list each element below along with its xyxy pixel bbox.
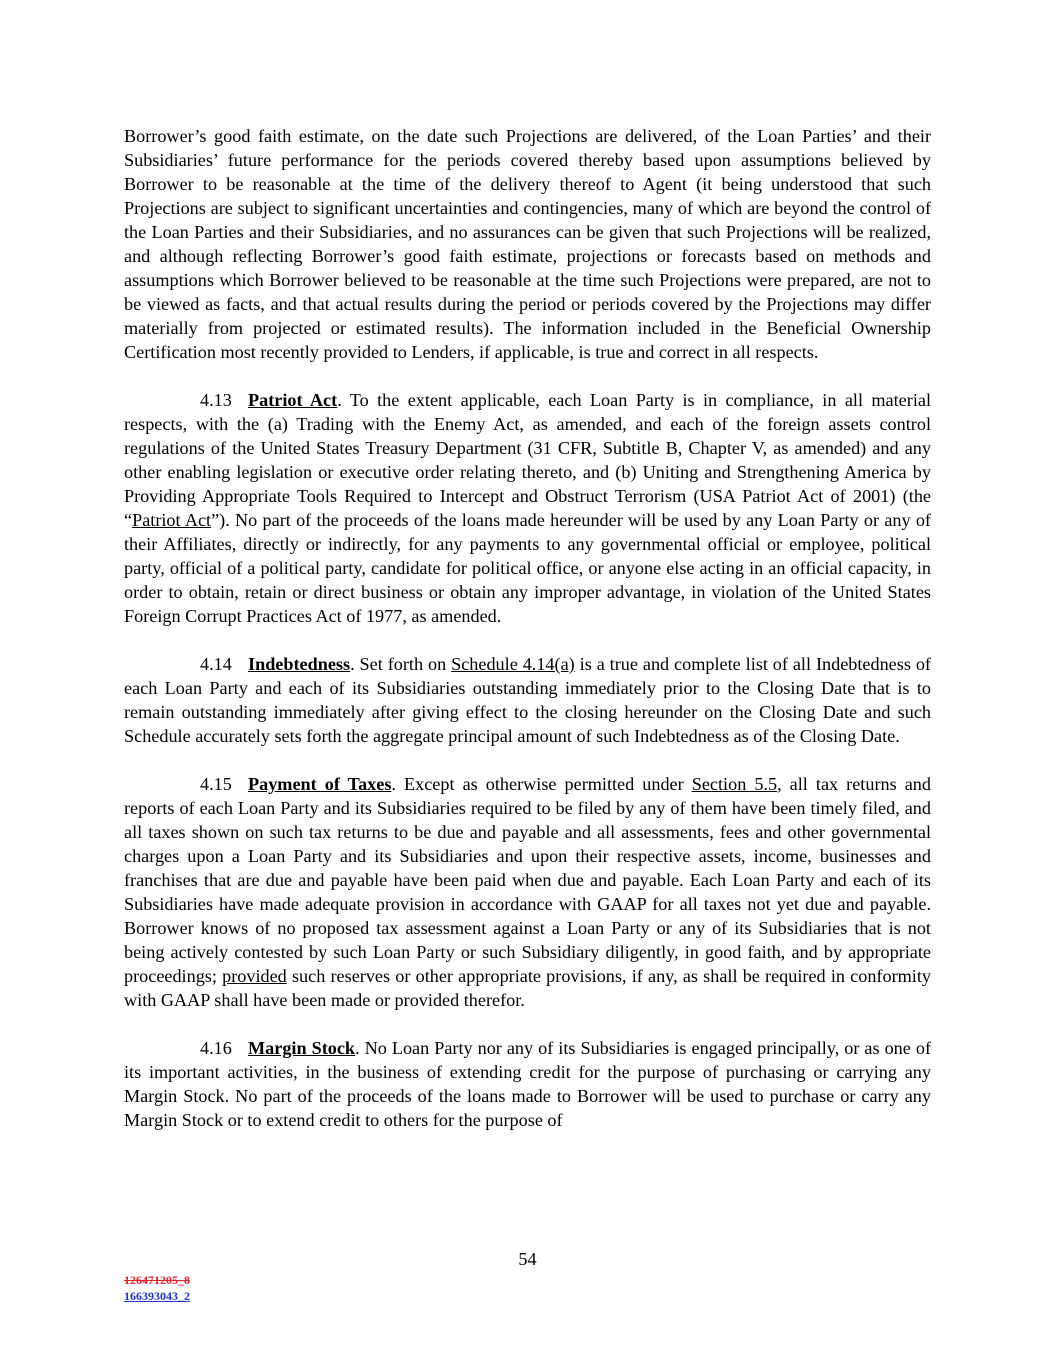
- page-number: 54: [518, 1249, 537, 1269]
- proviso-term: provided: [222, 966, 287, 986]
- section-4-15: [124, 772, 931, 1012]
- section-heading: Indebtedness: [248, 654, 351, 674]
- section-text: ”). No part of the proceeds of the loans made hereunder will be used by any Loan Party or any of their Affiliates, directly or indirectly, for any payments to any governmental official or employee, political party, official of a political party, candidate for political office, or anyone else acting in an official capacity, in order to obtain, retain or direct business or obtain any improper advantage, in violation of the United States Foreign Corrupt Practices Act of 1977, as amended.: [124, 510, 931, 626]
- section-number: 4.15: [200, 774, 232, 794]
- section-4-13: [124, 388, 931, 628]
- deleted-doc-number: 126471205_8: [124, 1273, 190, 1287]
- defined-term: Patriot Act: [132, 510, 212, 530]
- section-text: . Except as otherwise permitted under: [391, 774, 692, 794]
- section-number: 4.13: [200, 390, 232, 410]
- schedule-reference: Schedule 4.14(a): [451, 654, 575, 674]
- section-number: 4.16: [200, 1038, 232, 1058]
- section-4-16: [124, 1036, 931, 1132]
- section-text: is a true and complete list of all Indebtedness of each Loan Party and each of its Subsidiaries outstanding immediately prior to the Closing Date that is to remain outstanding immediately after giving effect to the closing hereunder on the Closing Date and such Schedule accurately sets forth the aggregate principal amount of such Indebtedness as of the Closing Date.: [124, 654, 931, 746]
- section-text: . Set forth on: [350, 654, 452, 674]
- section-reference: Section 5.5: [691, 774, 778, 794]
- section-heading: Margin Stock: [248, 1038, 356, 1058]
- section-text: such reserves or other appropriate provisions, if any, as shall be required in conformity with GAAP shall have been made or provided therefor.: [124, 966, 931, 1010]
- section-text: . To the extent applicable, each Loan Party is in compliance, in all material respects, with the (a) Trading with the Enemy Act, as amended, and each of the foreign assets control regulations of the United States Treasury Department (31 CFR, Subtitle B, Chapter V, as amended) and any other enabling legislation or executive order relating thereto, and (b) Uniting and Strengthening America by Providing Appropriate Tools Required to Intercept and Obstruct Terrorism (USA Patriot Act of 2001) (the “: [124, 390, 931, 530]
- section-4-14: [124, 652, 931, 748]
- document-page: [124, 124, 931, 1132]
- inserted-doc-number: 166393043_2: [124, 1289, 190, 1303]
- section-heading: Payment of Taxes: [248, 774, 392, 794]
- paragraph-projections: [124, 124, 931, 364]
- section-text: , all tax returns and reports of each Loan Party and its Subsidiaries required to be filed by any of them have been timely filed, and all taxes shown on such tax returns to be due and payable and all assessments, fees and other governmental charges upon a Loan Party and its Subsidiaries and upon their respective assets, income, businesses and franchises that are due and payable have been paid when due and payable. Each Loan Party and each of its Subsidiaries have made adequate provision in accordance with GAAP for all taxes not yet due and payable. Borrower knows of no proposed tax assessment against a Loan Party or any of its Subsidiaries that is not being actively contested by such Loan Party or such Subsidiary diligently, in good faith, and by appropriate proceedings;: [124, 774, 931, 986]
- paragraph-text: Borrower’s good faith estimate, on the date such Projections are delivered, of the Loan Parties’ and their Subsidiaries’ future performance for the periods covered thereby based upon assumptions believed by Borrower to be reasonable at the time of the delivery thereof to Agent (it being understood that such Projections are subject to significant uncertainties and contingencies, many of which are beyond the control of the Loan Parties and their Subsidiaries, and no assurances can be given that such Projections will be realized, and although reflecting Borrower’s good faith estimate, projections or forecasts based on methods and assumptions which Borrower believed to be reasonable at the time such Projections were prepared, are not to be viewed as facts, and that actual results during the period or periods covered by the Projections may differ materially from projected or estimated results). The information included in the Beneficial Ownership Certification most recently provided to Lenders, if applicable, is true and correct in all respects.: [124, 126, 931, 362]
- section-heading: Patriot Act: [248, 390, 338, 410]
- section-text: . No Loan Party nor any of its Subsidiaries is engaged principally, or as one of its important activities, in the business of extending credit for the purpose of purchasing or carrying any Margin Stock. No part of the proceeds of the loans made to Borrower will be used to purchase or carry any Margin Stock or to extend credit to others for the purpose of: [124, 1038, 931, 1130]
- section-number: 4.14: [200, 654, 232, 674]
